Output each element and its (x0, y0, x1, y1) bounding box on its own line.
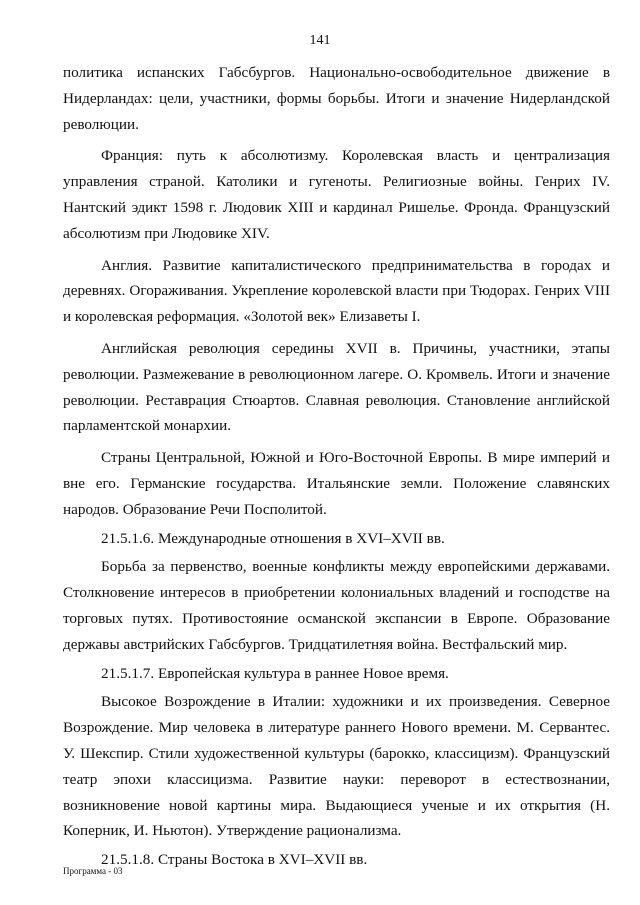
paragraph-france: Франция: путь к абсолютизму. Королевская власть и централизация управления страной. Католики и гугеноты. Религиозные войны. Генрих IV. Нантский эдикт 1598 г. Людовик XIII и кардинал Ришелье. Фронда. Французский абсолютизм при Людовике XIV. (63, 147, 610, 242)
section-heading-eastern-countries: 21.5.1.8. Страны Востока в XVI–XVII вв. (101, 851, 368, 869)
paragraph-european-culture: Высокое Возрождение в Италии: художники и их произведения. Северное Возрождение. Мир человека в литературе раннего Нового времени. М. Сервантес. У. Шекспир. Стили художественной культуры (барокко, классицизм). Французский театр эпохи классицизма. Развитие науки: переворот в естествознании, возникновение новой картины мира. Выдающиеся ученые и их открытия (Н. Коперник, И. Ньютон). Утверждение рационализма. (63, 693, 610, 840)
paragraph-english-revolution: Английская революция середины XVII в. Причины, участники, этапы революции. Размежевание в революционном лагере. О. Кромвель. Итоги и значение революции. Реставрация Стюартов. Славная революция. Становление английской парламентской монархии. (63, 339, 610, 435)
paragraph-england: Англия. Развитие капиталистического предпринимательства в городах и деревнях. Огораживания. Укрепление королевской власти при Тюдорах. Генрих VIII и королевская реформация. «Золотой век» Елизаветы I. (63, 256, 610, 326)
paragraph-netherlands: политика испанских Габсбургов. Национально-освободительное движение в Нидерландах: цели, участники, формы борьбы. Итоги и значение Нидерландской революции. (63, 64, 610, 133)
footer-label: Программа - 03 (63, 866, 123, 876)
section-heading-international-relations: 21.5.1.6. Международные отношения в XVI–XVII вв. (101, 529, 445, 547)
page-number: 141 (309, 33, 331, 48)
document-body (63, 60, 610, 873)
paragraph-central-europe: Страны Центральной, Южной и Юго-Восточной Европы. В мире империй и вне его. Германские государства. Итальянские земли. Положение славянских народов. Образование Речи Посполитой. (63, 449, 610, 518)
paragraph-international-relations: Борьба за первенство, военные конфликты между европейскими державами. Столкновение интересов в приобретении колониальных владений и господстве на торговых путях. Противостояние османской экспансии в Европе. Образование державы австрийских Габсбургов. Тридцатилетняя война. Вестфальский мир. (63, 558, 610, 653)
section-heading-european-culture: 21.5.1.7. Европейская культура в раннее Новое время. (101, 664, 449, 682)
